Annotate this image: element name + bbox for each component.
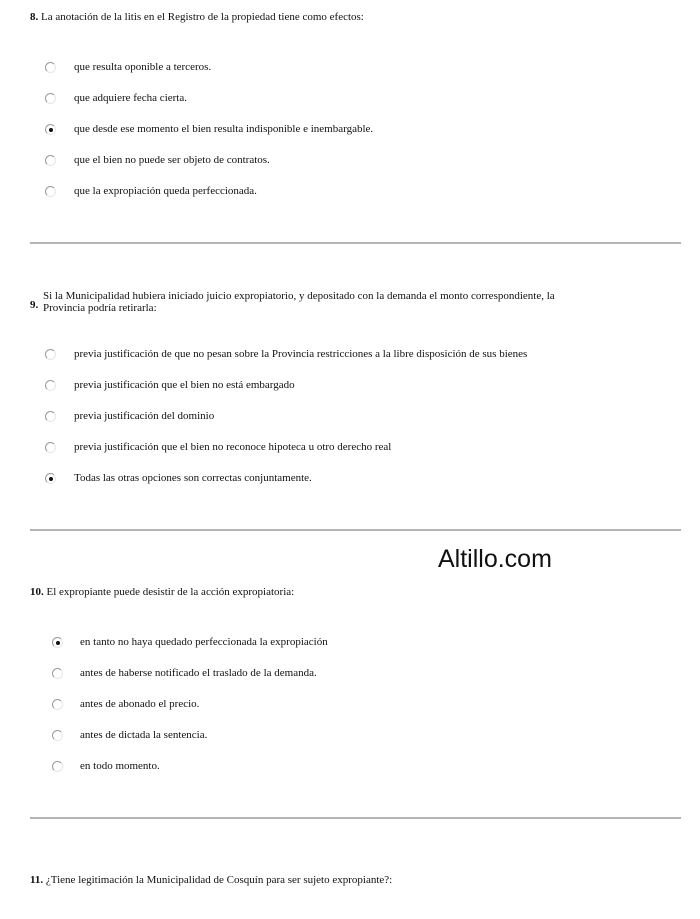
question-10-title (30, 586, 294, 599)
question-8-option-2[interactable] (0, 91, 700, 107)
question-text (43, 290, 555, 314)
option-label: antes de dictada la sentencia. (80, 729, 208, 741)
option-label: previa justificación del dominio (74, 410, 215, 422)
question-8-option-4[interactable] (0, 153, 700, 169)
option-label: previa justificación que el bien no está embargado (74, 379, 295, 391)
radio-button[interactable] (52, 761, 63, 772)
radio-button[interactable] (45, 442, 56, 453)
watermark-text: Altillo.com (438, 545, 552, 573)
question-10-option-4[interactable] (0, 728, 700, 744)
question-9-option-2[interactable] (0, 378, 700, 394)
question-text: ¿Tiene legitimación la Municipalidad de Cosquín para ser sujeto expropiante?: (45, 874, 393, 886)
option-label: que resulta oponible a terceros. (74, 61, 212, 73)
radio-button[interactable] (45, 349, 56, 360)
radio-button[interactable] (52, 668, 63, 679)
radio-button[interactable] (45, 62, 56, 73)
option-label: previa justificación de que no pesan sobre la Provincia restricciones a la libre disposición de sus bienes (74, 348, 528, 360)
radio-button-selected[interactable] (45, 124, 56, 135)
question-8-title (30, 11, 364, 24)
radio-button[interactable] (45, 380, 56, 391)
question-10-option-5[interactable] (0, 759, 700, 775)
option-label: antes de haberse notificado el traslado de la demanda. (80, 667, 317, 679)
radio-button[interactable] (45, 186, 56, 197)
question-text: El expropiante puede desistir de la acción expropiatoria: (46, 586, 295, 598)
question-9-option-4[interactable] (0, 440, 700, 456)
question-number: 8. (30, 11, 39, 23)
option-label: en tanto no haya quedado perfeccionada la expropiación (80, 636, 328, 648)
radio-button-selected[interactable] (52, 637, 63, 648)
option-label: en todo momento. (80, 760, 160, 772)
question-8-option-5[interactable] (0, 184, 700, 200)
question-number: 9. (30, 299, 39, 311)
option-label: que el bien no puede ser objeto de contratos. (74, 154, 270, 166)
radio-button[interactable] (52, 699, 63, 710)
radio-button[interactable] (45, 411, 56, 422)
question-8-option-1[interactable] (0, 60, 700, 76)
question-number: 11. (30, 874, 44, 886)
question-11-title (30, 874, 392, 887)
question-10-option-3[interactable] (0, 697, 700, 713)
option-label: antes de abonado el precio. (80, 698, 200, 710)
radio-button[interactable] (45, 155, 56, 166)
question-9-title (0, 290, 700, 320)
question-10-option-1[interactable] (0, 635, 700, 651)
option-label: que adquiere fecha cierta. (74, 92, 187, 104)
question-9-option-3[interactable] (0, 409, 700, 425)
section-divider (30, 242, 681, 244)
question-10-option-2[interactable] (0, 666, 700, 682)
question-9-option-5[interactable] (0, 471, 700, 487)
option-label: que desde ese momento el bien resulta indisponible e inembargable. (74, 123, 374, 135)
question-text-line-1: Si la Municipalidad hubiera iniciado juicio expropiatorio, y depositado con la demanda el monto correspondiente, la (43, 290, 555, 302)
option-label: que la expropiación queda perfeccionada. (74, 185, 257, 197)
option-label: previa justificación que el bien no reconoce hipoteca u otro derecho real (74, 441, 392, 453)
question-9-option-1[interactable] (0, 347, 700, 363)
section-divider (30, 529, 681, 531)
question-text: La anotación de la litis en el Registro de la propiedad tiene como efectos: (41, 11, 364, 23)
section-divider (30, 817, 681, 819)
question-8-option-3[interactable] (0, 122, 700, 138)
radio-button-selected[interactable] (45, 473, 56, 484)
question-text-line-2: Provincia podría retirarla: (43, 302, 157, 314)
question-number: 10. (30, 586, 44, 598)
radio-button[interactable] (45, 93, 56, 104)
radio-button[interactable] (52, 730, 63, 741)
option-label: Todas las otras opciones son correctas conjuntamente. (74, 472, 312, 484)
